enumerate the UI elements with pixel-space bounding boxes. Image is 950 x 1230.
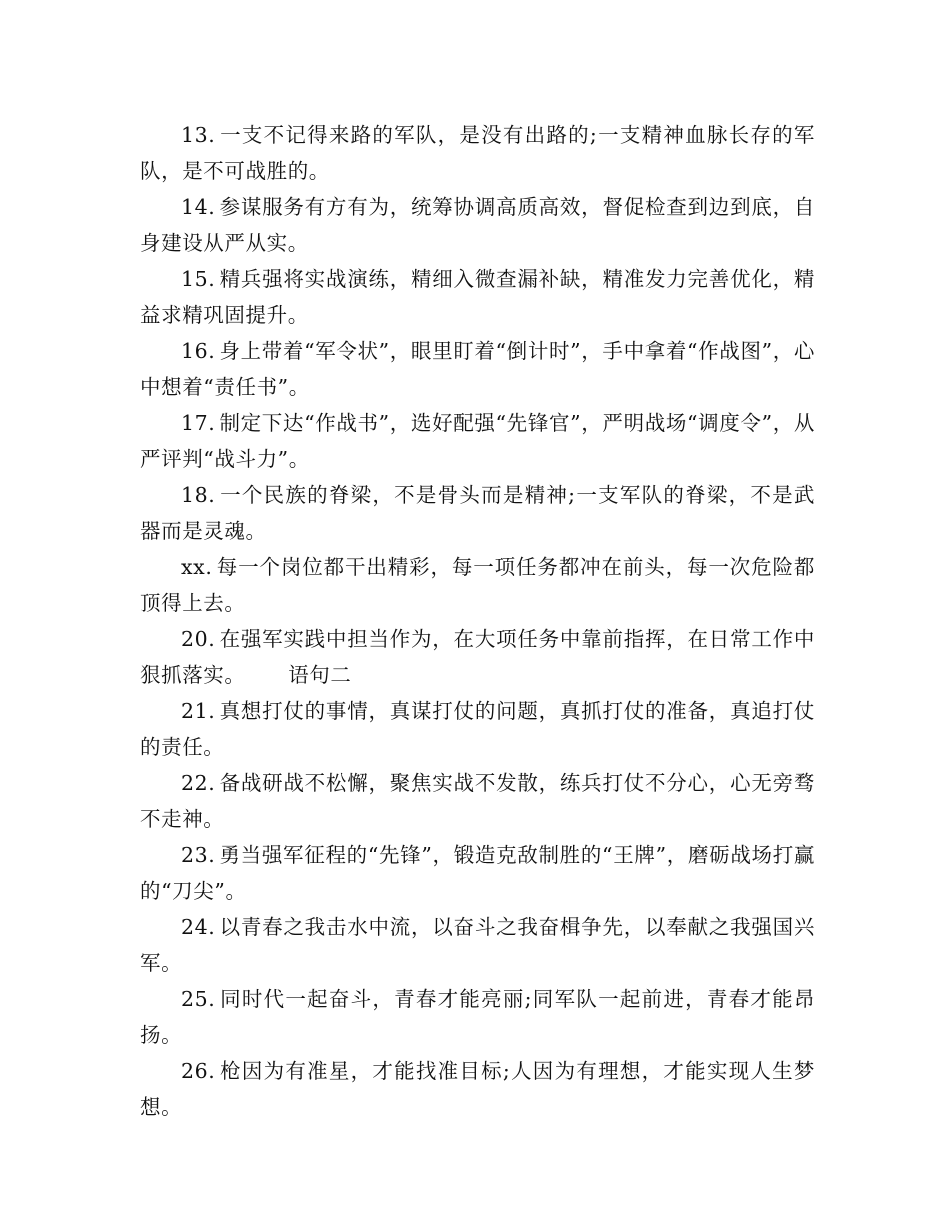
- document-page: [140, 117, 815, 1125]
- paragraph-22: [140, 765, 815, 837]
- paragraph-24: [140, 909, 815, 981]
- paragraph-16: [140, 333, 815, 405]
- paragraph-number: 25.: [181, 987, 216, 1011]
- paragraph-number: 16.: [181, 339, 216, 363]
- paragraph-number: xx.: [181, 555, 213, 579]
- paragraph-text: 真想打仗的事情，真谋打仗的问题，真抓打仗的准备，真追打仗的责任。: [140, 699, 815, 759]
- paragraph-text: 身上带着“军令状”，眼里盯着“倒计时”，手中拿着“作战图”，心中想着“责任书”。: [140, 339, 815, 399]
- paragraph-20: [140, 621, 815, 693]
- paragraph-xx: [140, 549, 815, 621]
- paragraph-number: 22.: [181, 771, 216, 795]
- paragraph-number: 21.: [181, 699, 216, 723]
- paragraph-number: 24.: [181, 915, 216, 939]
- paragraph-23: [140, 837, 815, 909]
- paragraph-number: 13.: [181, 123, 216, 147]
- paragraph-text: 枪因为有准星，才能找准目标;人因为有理想，才能实现人生梦想。: [140, 1059, 815, 1119]
- paragraph-text: 每一个岗位都干出精彩，每一项任务都冲在前头，每一次危险都顶得上去。: [140, 555, 815, 615]
- paragraph-text: 一个民族的脊梁，不是骨头而是精神;一支军队的脊梁，不是武器而是灵魂。: [140, 483, 815, 543]
- paragraph-17: [140, 405, 815, 477]
- paragraph-26: [140, 1053, 815, 1125]
- paragraph-13: [140, 117, 815, 189]
- paragraph-15: [140, 261, 815, 333]
- paragraph-number: 18.: [181, 483, 216, 507]
- paragraph-text: 参谋服务有方有为，统筹协调高质高效，督促检查到边到底，自身建设从严从实。: [140, 195, 815, 255]
- paragraph-number: 17.: [181, 411, 216, 435]
- paragraph-text: 在强军实践中担当作为，在大项任务中靠前指挥，在日常工作中狠抓落实。 语句二: [140, 627, 815, 687]
- paragraph-25: [140, 981, 815, 1053]
- paragraph-number: 23.: [181, 843, 216, 867]
- paragraph-21: [140, 693, 815, 765]
- paragraph-text: 同时代一起奋斗，青春才能亮丽;同军队一起前进，青春才能昂扬。: [140, 987, 815, 1047]
- paragraph-number: 26.: [181, 1059, 216, 1083]
- paragraph-text: 勇当强军征程的“先锋”，锻造克敌制胜的“王牌”，磨砺战场打赢的“刀尖”。: [140, 843, 815, 903]
- paragraph-text: 备战研战不松懈，聚焦实战不发散，练兵打仗不分心，心无旁骛不走神。: [140, 771, 815, 831]
- paragraph-text: 制定下达“作战书”，选好配强“先锋官”，严明战场“调度令”，从严评判“战斗力”。: [140, 411, 815, 471]
- paragraph-14: [140, 189, 815, 261]
- paragraph-text: 以青春之我击水中流，以奋斗之我奋楫争先，以奉献之我强国兴军。: [140, 915, 815, 975]
- paragraph-18: [140, 477, 815, 549]
- paragraph-number: 20.: [181, 627, 216, 651]
- paragraph-number: 15.: [181, 267, 216, 291]
- paragraph-number: 14.: [181, 195, 216, 219]
- paragraph-text: 一支不记得来路的军队，是没有出路的;一支精神血脉长存的军队，是不可战胜的。: [140, 123, 815, 183]
- paragraph-text: 精兵强将实战演练，精细入微查漏补缺，精准发力完善优化，精益求精巩固提升。: [140, 267, 815, 327]
